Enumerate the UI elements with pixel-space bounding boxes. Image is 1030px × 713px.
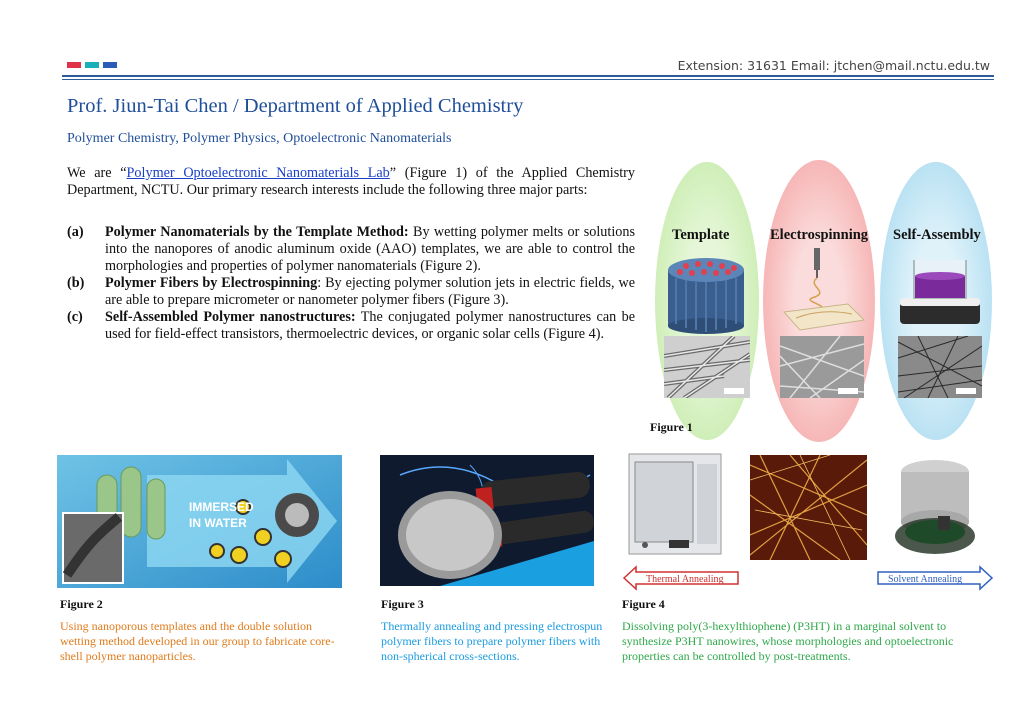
solvent-annealing-label: Solvent Annealing	[888, 574, 963, 585]
electrospinning-illustration	[776, 248, 866, 332]
thermal-annealing-arrow	[622, 565, 742, 591]
template-label: Template	[672, 227, 730, 243]
beaker-illustration	[896, 250, 984, 330]
figure-1-caption: Figure 1	[650, 420, 693, 434]
item-text	[105, 309, 635, 343]
self-assembly-label: Self-Assembly	[893, 227, 981, 243]
aao-template-illustration	[660, 250, 752, 334]
figure-3-description: Thermally annealing and pressing electrospun polymer fibers to prepare polymer fibers with non-spherical cross-sections.	[381, 619, 603, 663]
item-body: The conjugated polymer nanostructures can be used for field-effect transistors, thermoelectric devices, or organic solar cells (Figure 4).	[105, 309, 635, 342]
item-text	[105, 275, 635, 309]
page-title: Prof. Jiun-Tai Chen / Department of Applied Chemistry	[67, 95, 524, 117]
arrow-text-1: IMMERSED	[189, 500, 254, 514]
figure-3-image	[380, 455, 594, 586]
intro-before-link: We are “	[67, 165, 127, 181]
item-text	[105, 224, 635, 275]
accent-square-teal	[85, 62, 99, 68]
electrospinning-label: Electrospinning	[770, 227, 869, 243]
accent-square-red	[67, 62, 81, 68]
header-rule	[62, 75, 994, 77]
intro-after-link: ” (Figure 1) of the Applied Chemistry Department, NCTU. Our primary research interests include the following three major parts:	[67, 165, 635, 198]
item-body: : By ejecting polymer solution jets in electric fields, we are able to prepare micrometer or nanometer polymer fibers (Figure 3).	[105, 275, 635, 308]
figure-2-image	[57, 455, 342, 588]
accent-square-blue	[103, 62, 117, 68]
item-label: (b)	[67, 275, 85, 291]
page-subtitle: Polymer Chemistry, Polymer Physics, Optoelectronic Nanomaterials	[67, 131, 452, 146]
intro-paragraph	[67, 165, 635, 199]
list-item	[67, 309, 635, 343]
figure-4-caption: Figure 4	[622, 597, 665, 611]
solvent-annealing-arrow	[876, 565, 996, 591]
nanowire-afm-image	[750, 455, 867, 560]
arrow-text-2: IN WATER	[189, 516, 247, 530]
electrospinning-micrograph	[780, 336, 864, 398]
oven-illustration	[625, 452, 725, 558]
figure-4-description: Dissolving poly(3-hexylthiophene) (P3HT) in a marginal solvent to synthesize P3HT nanowires, whose morphologies and optoelectronic properties can be controlled by post-treatments.	[622, 619, 954, 663]
item-heading: Polymer Nanomaterials by the Template Method:	[105, 224, 409, 240]
figure-3-caption: Figure 3	[381, 597, 424, 611]
contact-info: Extension: 31631 Email: jtchen@mail.nctu.edu.tw	[677, 58, 990, 73]
solvent-annealing-chamber	[890, 452, 980, 562]
figure-2-description: Using nanoporous templates and the double solution wetting method developed in our group to fabricate core-shell polymer nanoparticles.	[60, 619, 335, 663]
research-list	[67, 224, 635, 343]
item-label: (c)	[67, 309, 83, 325]
self-assembly-micrograph	[898, 336, 982, 398]
figure-2-caption: Figure 2	[60, 597, 103, 611]
list-item	[67, 224, 635, 275]
item-heading: Polymer Fibers by Electrospinning	[105, 275, 318, 291]
list-item	[67, 275, 635, 309]
template-micrograph	[664, 336, 750, 398]
header-rule-thin	[62, 79, 994, 80]
item-label: (a)	[67, 224, 84, 240]
item-body: By wetting polymer melts or solutions into the nanopores of anodic aluminum oxide (AAO) templates, we are able to control the morphologies and properties of polymer nanomaterials (Figure 2).	[105, 224, 635, 274]
lab-link[interactable]: Polymer Optoelectronic Nanomaterials Lab	[126, 165, 390, 181]
item-heading: Self-Assembled Polymer nanostructures:	[105, 309, 356, 325]
thermal-annealing-label: Thermal Annealing	[646, 574, 724, 585]
